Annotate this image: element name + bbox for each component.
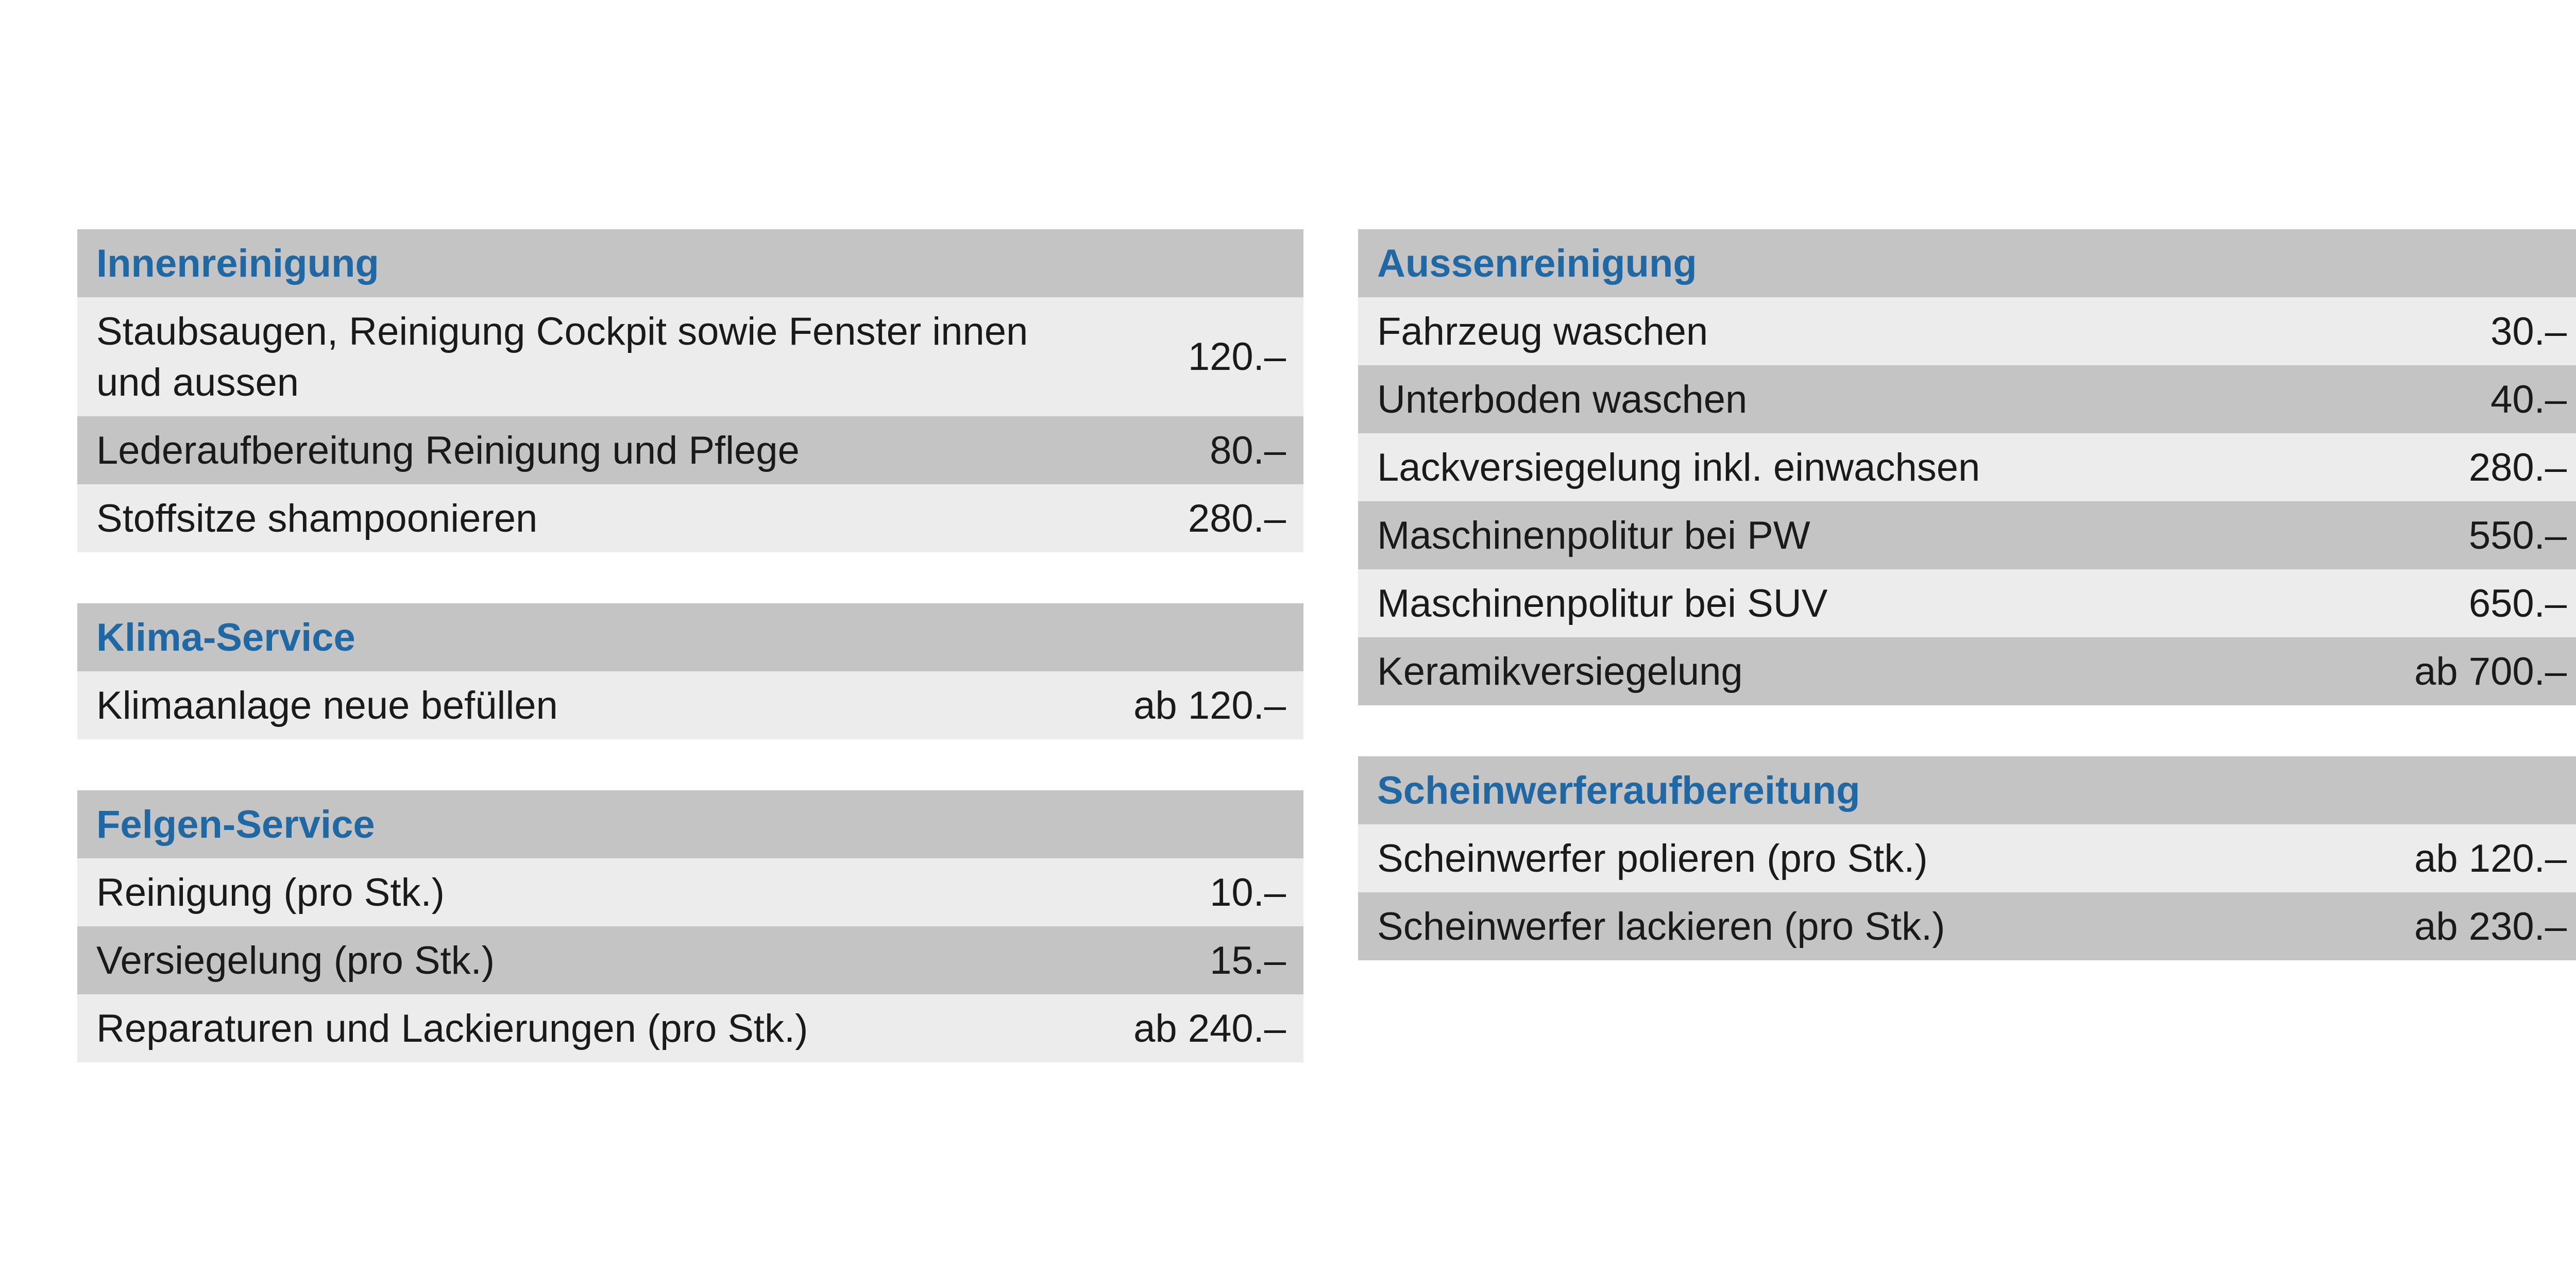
- section-title: Scheinwerferaufbereitung: [1358, 756, 2576, 824]
- service-label: Reparaturen und Lackierungen (pro Stk.): [96, 1006, 808, 1050]
- price-row: [77, 926, 1303, 994]
- price-row: [1358, 365, 2576, 433]
- left-column: [77, 229, 1303, 1113]
- section-klima-service: [77, 603, 1303, 739]
- service-price: ab 230.–: [2414, 904, 2567, 948]
- service-label: Versiegelung (pro Stk.): [96, 938, 495, 982]
- service-price: ab 240.–: [1133, 1006, 1286, 1050]
- service-label: Fahrzeug waschen: [1377, 309, 1708, 353]
- service-label: Scheinwerfer polieren (pro Stk.): [1377, 836, 1928, 880]
- price-row: [1358, 297, 2576, 365]
- service-label: Klimaanlage neue befüllen: [96, 683, 558, 727]
- price-row: [1358, 824, 2576, 892]
- service-label: Lackversiegelung inkl. einwachsen: [1377, 445, 1980, 489]
- price-row: [77, 297, 1303, 416]
- price-row: [1358, 433, 2576, 501]
- section-felgen-service: [77, 790, 1303, 1062]
- service-price: ab 700.–: [2414, 649, 2567, 693]
- price-row: [77, 416, 1303, 484]
- price-row: [77, 994, 1303, 1062]
- service-price: ab 120.–: [2414, 836, 2567, 880]
- service-price: 15.–: [1210, 938, 1286, 982]
- service-price: 650.–: [2468, 581, 2567, 625]
- section-title: Innenreinigung: [77, 229, 1303, 297]
- section-aussenreinigung: [1358, 229, 2576, 705]
- service-price: 30.–: [2490, 309, 2567, 353]
- service-label: Scheinwerfer lackieren (pro Stk.): [1377, 904, 1945, 948]
- service-label: Lederaufbereitung Reinigung und Pflege: [96, 428, 800, 472]
- service-label: Unterboden waschen: [1377, 377, 1748, 421]
- service-label: Maschinenpolitur bei SUV: [1377, 581, 1828, 625]
- service-label: Keramikversiegelung: [1377, 649, 1743, 693]
- service-price: 280.–: [1188, 496, 1286, 540]
- price-row: [1358, 501, 2576, 569]
- service-label: Reinigung (pro Stk.): [96, 870, 445, 914]
- service-price: 280.–: [2468, 445, 2567, 489]
- price-row: [1358, 637, 2576, 705]
- price-row: [77, 858, 1303, 926]
- service-price: 10.–: [1210, 870, 1286, 914]
- service-price: 80.–: [1210, 428, 1286, 472]
- section-title: Klima-Service: [77, 603, 1303, 671]
- right-column: [1358, 229, 2576, 1011]
- price-row: [77, 671, 1303, 739]
- price-row: [1358, 569, 2576, 637]
- service-label: Maschinenpolitur bei PW: [1377, 513, 1810, 557]
- price-row: [1358, 892, 2576, 960]
- section-title: Aussenreinigung: [1358, 229, 2576, 297]
- service-price: 550.–: [2468, 513, 2567, 557]
- section-innenreinigung: [77, 229, 1303, 552]
- price-row: [77, 484, 1303, 552]
- section-scheinwerferaufbereitung: [1358, 756, 2576, 960]
- service-price: 120.–: [1188, 335, 1286, 379]
- service-price: ab 120.–: [1133, 683, 1286, 727]
- service-label: Staubsaugen, Reinigung Cockpit sowie Fenster innen und aussen: [96, 309, 1028, 404]
- service-price: 40.–: [2490, 377, 2567, 421]
- section-title: Felgen-Service: [77, 790, 1303, 858]
- service-label: Stoffsitze shampoonieren: [96, 496, 538, 540]
